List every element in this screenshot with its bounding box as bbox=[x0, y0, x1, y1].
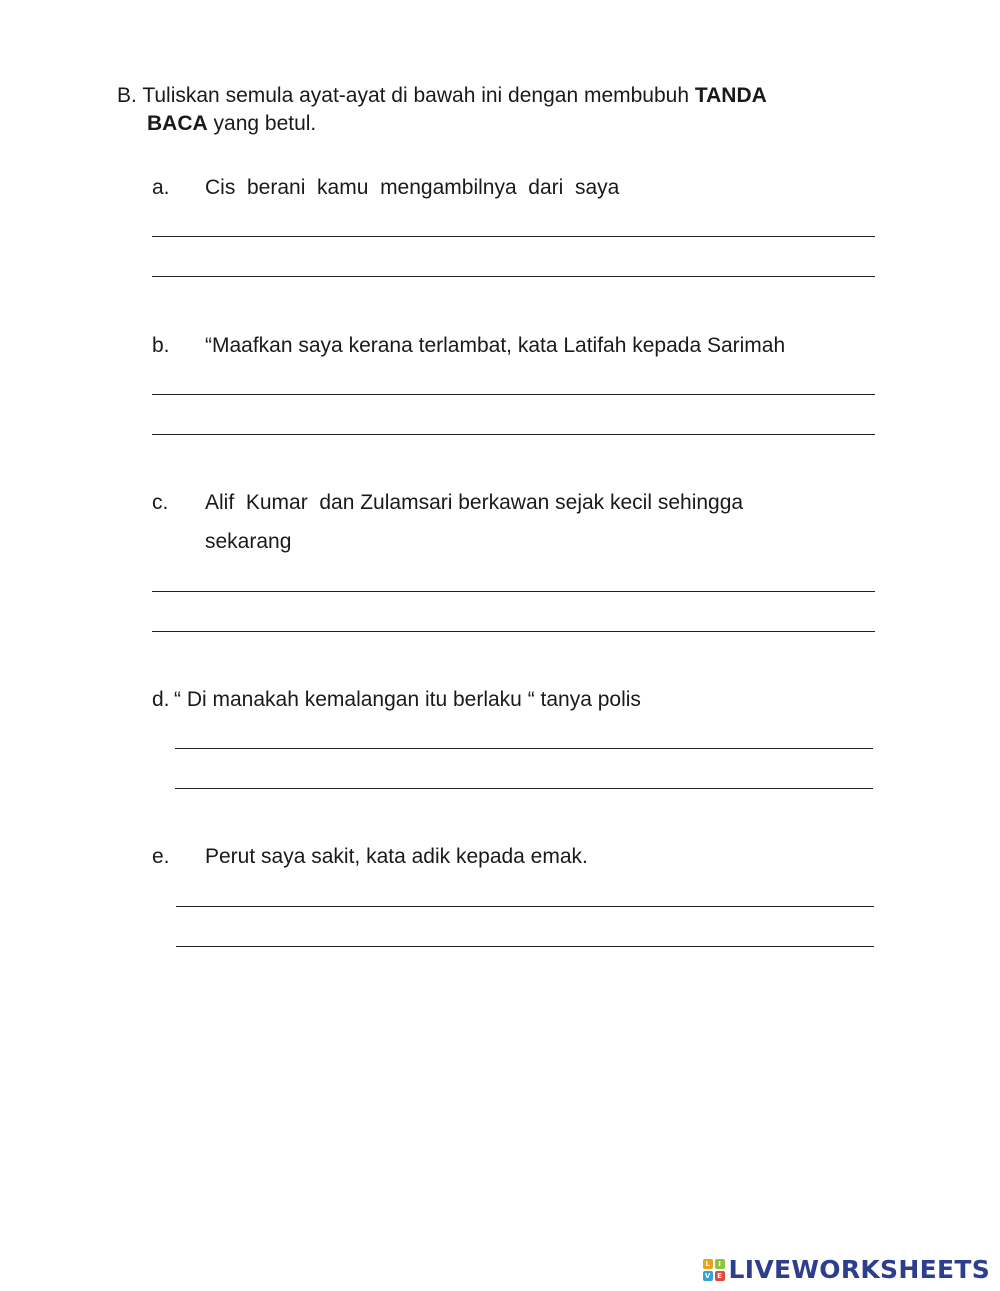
logo-brand-text: LIVEWORKSHEETS bbox=[728, 1255, 990, 1284]
instruction-line-1 bbox=[117, 82, 767, 110]
answer-line-b-2[interactable] bbox=[152, 434, 875, 435]
logo-mark-icon bbox=[703, 1259, 725, 1281]
instruction-bold-baca: BACA bbox=[147, 112, 208, 135]
logo-letter-e: E bbox=[715, 1271, 725, 1281]
instruction-bold-tanda: TANDA bbox=[694, 84, 767, 107]
answer-line-e-1[interactable] bbox=[176, 906, 874, 907]
instruction-label: B. bbox=[117, 84, 137, 107]
logo-letter-l: L bbox=[703, 1259, 713, 1269]
answer-line-c-1[interactable] bbox=[152, 591, 875, 592]
answer-line-d-2[interactable] bbox=[175, 788, 873, 789]
answer-line-a-2[interactable] bbox=[152, 276, 875, 277]
answer-line-d-1[interactable] bbox=[175, 748, 873, 749]
question-c-text-2: sekarang bbox=[205, 530, 292, 553]
question-c-text-1: Alif Kumar dan Zulamsari berkawan sejak kecil sehingga bbox=[205, 491, 744, 514]
question-b-letter: b. bbox=[152, 334, 170, 357]
answer-line-a-1[interactable] bbox=[152, 236, 875, 237]
question-b-text: “Maafkan saya kerana terlambat, kata Latifah kepada Sarimah bbox=[205, 334, 786, 357]
question-d-text: “ Di manakah kemalangan itu berlaku “ tanya polis bbox=[174, 688, 641, 711]
answer-line-b-1[interactable] bbox=[152, 394, 875, 395]
instruction-block bbox=[117, 82, 767, 138]
question-c-letter: c. bbox=[152, 491, 169, 514]
question-e-text: Perut saya sakit, kata adik kepada emak. bbox=[205, 845, 588, 868]
logo-letter-v: V bbox=[703, 1271, 713, 1281]
liveworksheets-logo bbox=[703, 1253, 990, 1287]
question-e-letter: e. bbox=[152, 845, 170, 868]
question-d-letter: d. bbox=[152, 688, 170, 711]
question-a-text: Cis berani kamu mengambilnya dari saya bbox=[205, 176, 620, 199]
logo-letter-i: I bbox=[715, 1259, 725, 1269]
answer-line-e-2[interactable] bbox=[176, 946, 874, 947]
answer-line-c-2[interactable] bbox=[152, 631, 875, 632]
instruction-line-2 bbox=[117, 110, 767, 138]
question-a-letter: a. bbox=[152, 176, 170, 199]
instruction-text: Tuliskan semula ayat-ayat di bawah ini dengan membubuh bbox=[142, 84, 690, 107]
instruction-text-end: yang betul. bbox=[213, 112, 317, 135]
